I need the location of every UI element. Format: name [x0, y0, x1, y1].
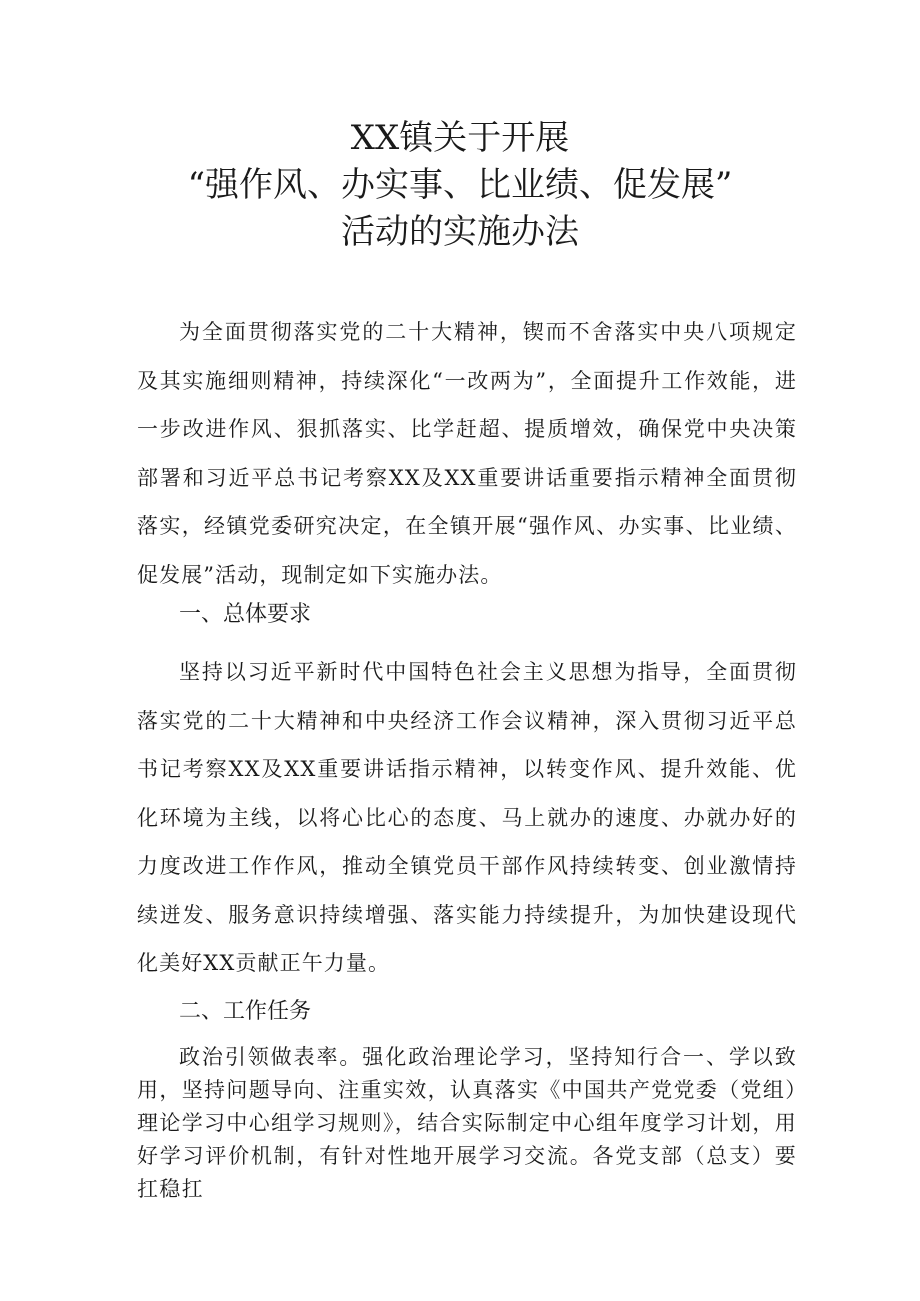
- intro-paragraph-text: 为全面贯彻落实党的二十大精神，锲而不舍落实中央八项规定及其实施细则精神，持续深化“一改两为”，全面提升工作效能，进一步改进作风、狠抓落实、比学赶超、提质增效，确保党中央决策部署和习近平总书记考察XX及XX重要讲话重要指示精神全面贯彻落实，经镇党委研究决定，在全镇开展“强作风、办实事、比业绩、促发展”活动，现制定如下实施办法。: [137, 320, 797, 587]
- intro-paragraph: [137, 308, 797, 599]
- work-tasks-paragraph: [137, 1041, 797, 1206]
- work-tasks-text: 政治引领做表率。强化政治理论学习，坚持知行合一、学以致用，坚持问题导向、注重实效，认真落实《中国共产党党委（党组）理论学习中心组学习规则》，结合实际制定中心组年度学习计划，用好学习评价机制，有针对性地开展学习交流。各党支部（总支）要扛稳扛: [137, 1045, 797, 1201]
- document-title-line-3: 活动的实施办法: [341, 212, 579, 252]
- document-title-line-2: “强作风、办实事、比业绩、促发展”: [187, 165, 733, 205]
- general-requirements-text: 坚持以习近平新时代中国特色社会主义思想为指导，全面贯彻落实党的二十大精神和中央经济工作会议精神，深入贯彻习近平总书记考察XX及XX重要讲话指示精神，以转变作风、提升效能、优化环境为主线，以将心比心的态度、马上就办的速度、办就办好的力度改进工作作风，推动全镇党员干部作风持续转变、创业激情持续迸发、服务意识持续增强、落实能力持续提升，为加快建设现代化美好XX贡献正午力量。: [137, 660, 797, 975]
- section-heading-work-tasks: 二、工作任务: [179, 999, 312, 1024]
- general-requirements-paragraph: [137, 648, 797, 988]
- document-title-line-1: XX镇关于开展: [350, 118, 570, 158]
- section-heading-general-requirements: 一、总体要求: [179, 602, 312, 627]
